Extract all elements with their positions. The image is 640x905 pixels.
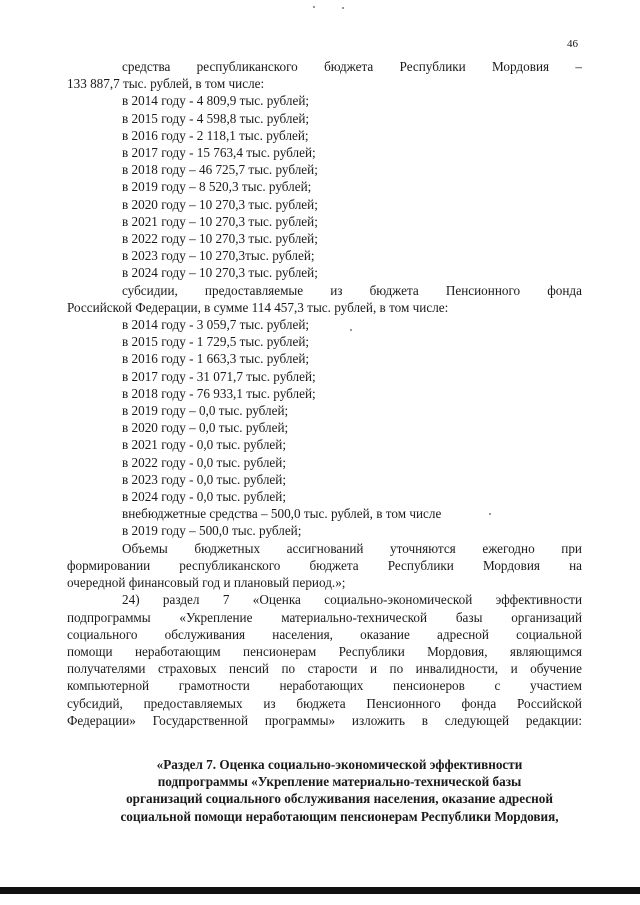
pension-fund-line-2: Российской Федерации, в сумме 114 457,3 тыс. рублей, в том числе: [67, 299, 449, 315]
budget-year-list [97, 92, 582, 281]
paragraph-line: 24) раздел 7 «Оценка социально-экономической эффективности [122, 592, 582, 608]
scan-artifact [342, 7, 344, 9]
budget-funding-line-2: 133 887,7 тыс. рублей, в том числе: [67, 76, 265, 92]
heading-line: организаций социального обслуживания населения, оказание адресной [126, 791, 553, 807]
section-24-paragraph [67, 591, 582, 729]
heading-line: социальной помощи неработающим пенсионерам Республики Мордовия, [120, 808, 559, 824]
scan-artifact [350, 329, 352, 331]
list-item: в 2019 году – 8 520,3 тыс. рублей; [122, 179, 312, 195]
list-item: в 2018 году – 46 725,7 тыс. рублей; [122, 162, 318, 178]
paragraph-line: Федерации» Государственной программы» изложить в следующей редакции: [67, 712, 582, 728]
paragraph-line: помощи неработающим пенсионерам Республики Мордовия, являющимся [67, 643, 582, 659]
page-number: 46 [567, 38, 578, 50]
scan-artifact [489, 513, 491, 515]
paragraph-line: Объемы бюджетных ассигнований уточняются ежегодно при [122, 540, 582, 556]
list-item: в 2021 году – 10 270,3 тыс. рублей; [122, 213, 318, 229]
pension-fund-subsidy-block [67, 282, 582, 506]
list-item: в 2020 году – 10 270,3 тыс. рублей; [122, 196, 318, 212]
allocations-paragraph [67, 540, 582, 592]
pension-fund-year-list [97, 316, 582, 505]
paragraph-line: формировании республиканского бюджета Республики Мордовия на [67, 557, 582, 573]
heading-line: «Раздел 7. Оценка социально-экономической эффективности [156, 756, 523, 772]
list-item: в 2014 году - 4 809,9 тыс. рублей; [122, 93, 310, 109]
paragraph-line: субсидий, предоставляемых из бюджета Пенсионного фонда Российской [67, 695, 582, 711]
list-item: в 2022 году - 0,0 тыс. рублей; [122, 454, 287, 470]
list-item: в 2019 году – 0,0 тыс. рублей; [122, 403, 289, 419]
scan-artifact [313, 6, 315, 8]
scan-bottom-edge [0, 887, 640, 894]
list-item: в 2014 году - 3 059,7 тыс. рублей; [122, 317, 310, 333]
list-item: в 2022 году – 10 270,3 тыс. рублей; [122, 231, 318, 247]
heading-line: подпрограммы «Укрепление материально-технической базы [157, 774, 522, 790]
section-heading [85, 756, 594, 825]
paragraph-line: подпрограммы «Укрепление материально-технической базы организаций [67, 609, 582, 625]
extrabudgetary-line-1: внебюджетные средства – 500,0 тыс. рублей, в том числе [122, 506, 442, 522]
paragraph-line: очередной финансовый год и плановый период.»; [67, 575, 346, 591]
list-item: в 2016 году - 2 118,1 тыс. рублей; [122, 127, 309, 143]
list-item: в 2015 году - 1 729,5 тыс. рублей; [122, 334, 310, 350]
list-item: в 2015 году - 4 598,8 тыс. рублей; [122, 110, 310, 126]
list-item: в 2023 году - 0,0 тыс. рублей; [122, 471, 287, 487]
list-item: в 2020 году – 0,0 тыс. рублей; [122, 420, 289, 436]
list-item: в 2017 году - 31 071,7 тыс. рублей; [122, 368, 316, 384]
document-body [67, 58, 582, 825]
paragraph-line: компьютерной грамотности неработающих пенсионеров с участием [67, 678, 582, 694]
list-item: в 2016 году - 1 663,3 тыс. рублей; [122, 351, 310, 367]
list-item: в 2018 году - 76 933,1 тыс. рублей; [122, 385, 316, 401]
pension-fund-line-1: субсидии, предоставляемые из бюджета Пенсионного фонда [122, 282, 582, 298]
paragraph-line: социального обслуживания населения, оказание адресной социальной [67, 626, 582, 642]
list-item: в 2024 году – 10 270,3 тыс. рублей; [122, 265, 318, 281]
extrabudgetary-block [97, 505, 582, 539]
list-item: в 2017 году - 15 763,4 тыс. рублей; [122, 145, 316, 161]
paragraph-line: получателями страховых пенсий по старости и по инвалидности, и обучение [67, 661, 582, 677]
extrabudgetary-line-2: в 2019 году – 500,0 тыс. рублей; [122, 523, 302, 539]
list-item: в 2024 году - 0,0 тыс. рублей; [122, 489, 287, 505]
budget-funding-line-1: средства республиканского бюджета Республики Мордовия – [122, 59, 582, 74]
list-item: в 2021 году - 0,0 тыс. рублей; [122, 437, 287, 453]
budget-funding-block [67, 58, 582, 282]
list-item: в 2023 году – 10 270,3тыс. рублей; [122, 248, 315, 264]
